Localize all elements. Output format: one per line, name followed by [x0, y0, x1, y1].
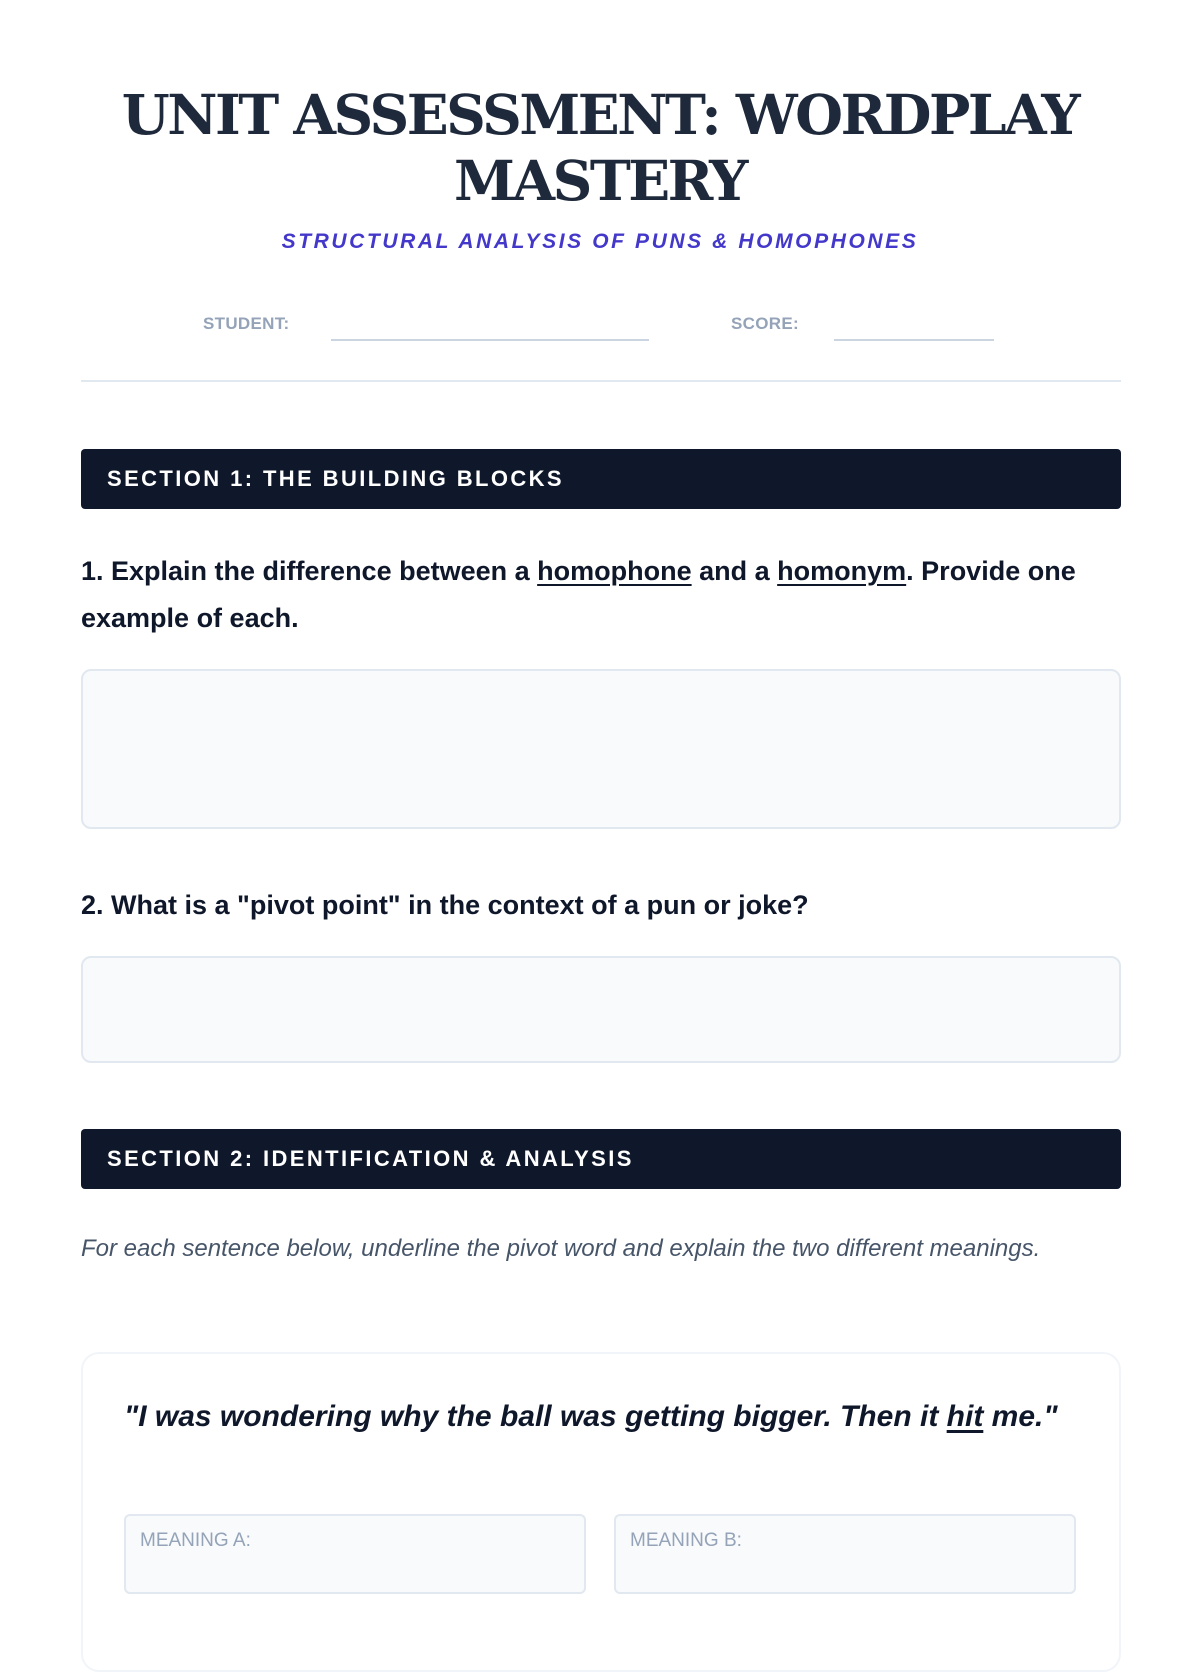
meaning-b-field[interactable]	[614, 1514, 1076, 1594]
term-homophone: homophone	[537, 556, 692, 586]
student-label: STUDENT:	[203, 314, 290, 333]
score-label: SCORE:	[731, 314, 799, 333]
pun-after: me."	[983, 1400, 1058, 1433]
page-subtitle: STRUCTURAL ANALYSIS OF PUNS & HOMOPHONES	[281, 230, 919, 253]
meaning-a-field[interactable]	[124, 1514, 586, 1594]
question-1-answer-box[interactable]	[81, 669, 1121, 829]
pun-before: "I was wondering why the ball was getting bigger. Then it	[124, 1400, 947, 1433]
header-divider	[81, 380, 1121, 382]
term-homonym: homonym	[777, 556, 907, 586]
score-field[interactable]	[834, 339, 994, 341]
section-2-heading: SECTION 2: IDENTIFICATION & ANALYSIS	[81, 1129, 1121, 1189]
meaning-b-label: MEANING B:	[630, 1530, 742, 1551]
page-title: UNIT ASSESSMENT: WORDPLAY MASTERY	[121, 82, 1079, 213]
question-1	[81, 548, 1121, 642]
pivot-word[interactable]: hit	[946, 1400, 984, 1433]
question-1-suffix: . Provide one example of each.	[81, 556, 1076, 633]
pun-sentence	[124, 1393, 1084, 1440]
section-2-instructions: For each sentence below, underline the pivot word and explain the two different meanings.	[81, 1235, 1041, 1262]
question-2: 2. What is a "pivot point" in the context of a pun or joke?	[81, 890, 809, 920]
section-1-heading: SECTION 1: THE BUILDING BLOCKS	[81, 449, 1121, 509]
question-2-answer-box[interactable]	[81, 956, 1121, 1063]
question-1-prefix: 1. Explain the difference between a	[81, 556, 538, 586]
student-name-field[interactable]	[331, 339, 649, 341]
question-1-middle: and a	[691, 556, 778, 586]
meaning-a-label: MEANING A:	[140, 1530, 251, 1551]
